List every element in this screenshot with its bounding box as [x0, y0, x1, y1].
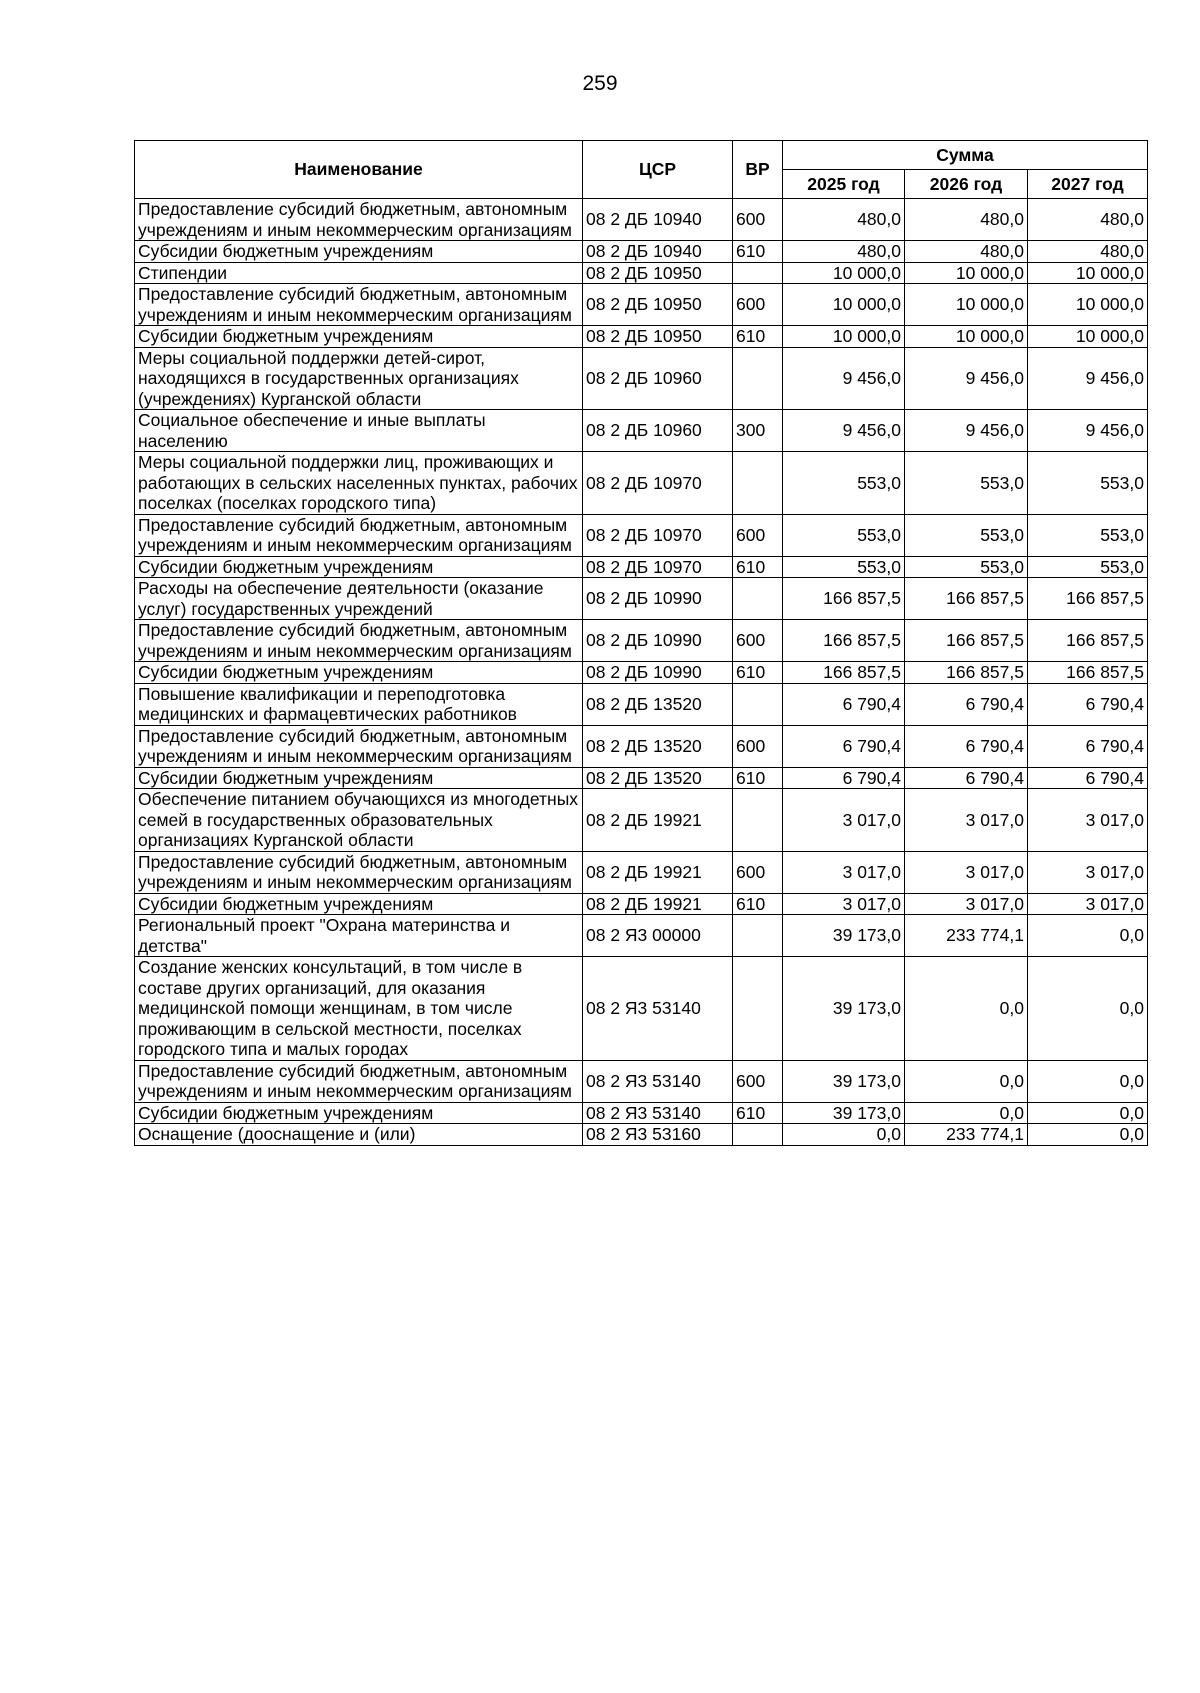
cell-vr — [733, 789, 783, 852]
table-row — [135, 683, 1148, 725]
cell-vr: 600 — [733, 851, 783, 893]
cell-name: Субсидии бюджетным учреждениям — [135, 1102, 583, 1124]
cell-2027: 9 456,0 — [1028, 347, 1148, 410]
cell-name: Субсидии бюджетным учреждениям — [135, 767, 583, 789]
header-year-2025: 2025 год — [783, 170, 905, 199]
cell-name: Предоставление субсидий бюджетным, автономным учреждениям и иным некоммерческим организациям — [135, 725, 583, 767]
cell-csr: 08 2 ДБ 10970 — [583, 514, 733, 556]
cell-2027: 3 017,0 — [1028, 893, 1148, 915]
cell-2025: 3 017,0 — [783, 893, 905, 915]
table-row — [135, 893, 1148, 915]
cell-2027: 3 017,0 — [1028, 851, 1148, 893]
header-year-2027: 2027 год — [1028, 170, 1148, 199]
cell-2025: 3 017,0 — [783, 789, 905, 852]
cell-vr: 600 — [733, 284, 783, 326]
cell-2026: 10 000,0 — [905, 284, 1028, 326]
cell-2026: 166 857,5 — [905, 662, 1028, 684]
cell-2025: 9 456,0 — [783, 410, 905, 452]
table-row — [135, 262, 1148, 284]
cell-2026: 6 790,4 — [905, 683, 1028, 725]
cell-csr: 08 2 ДБ 19921 — [583, 893, 733, 915]
cell-2025: 166 857,5 — [783, 620, 905, 662]
cell-csr: 08 2 Я3 00000 — [583, 915, 733, 957]
cell-vr — [733, 347, 783, 410]
cell-csr: 08 2 ДБ 10970 — [583, 556, 733, 578]
cell-2025: 553,0 — [783, 452, 905, 515]
cell-2025: 6 790,4 — [783, 767, 905, 789]
cell-csr: 08 2 ДБ 10960 — [583, 410, 733, 452]
cell-2027: 166 857,5 — [1028, 620, 1148, 662]
cell-csr: 08 2 ДБ 10950 — [583, 262, 733, 284]
table-row — [135, 789, 1148, 852]
cell-name: Региональный проект "Охрана материнства и детства" — [135, 915, 583, 957]
cell-name: Предоставление субсидий бюджетным, автономным учреждениям и иным некоммерческим организациям — [135, 620, 583, 662]
cell-2025: 166 857,5 — [783, 662, 905, 684]
cell-name: Предоставление субсидий бюджетным, автономным учреждениям и иным некоммерческим организациям — [135, 851, 583, 893]
cell-2027: 3 017,0 — [1028, 789, 1148, 852]
cell-vr — [733, 683, 783, 725]
cell-2026: 3 017,0 — [905, 893, 1028, 915]
table-row — [135, 620, 1148, 662]
cell-2027: 553,0 — [1028, 556, 1148, 578]
cell-vr: 610 — [733, 662, 783, 684]
cell-vr — [733, 452, 783, 515]
table-row — [135, 662, 1148, 684]
cell-name: Субсидии бюджетным учреждениям — [135, 556, 583, 578]
cell-2027: 553,0 — [1028, 514, 1148, 556]
cell-name: Меры социальной поддержки детей-сирот, находящихся в государственных организациях (учреждениях) Курганской области — [135, 347, 583, 410]
cell-csr: 08 2 Я3 53140 — [583, 1102, 733, 1124]
cell-vr: 610 — [733, 893, 783, 915]
cell-name: Предоставление субсидий бюджетным, автономным учреждениям и иным некоммерческим организациям — [135, 1060, 583, 1102]
cell-name: Субсидии бюджетным учреждениям — [135, 893, 583, 915]
cell-vr — [733, 262, 783, 284]
cell-vr: 600 — [733, 514, 783, 556]
cell-2027: 553,0 — [1028, 452, 1148, 515]
cell-2027: 10 000,0 — [1028, 262, 1148, 284]
cell-2026: 9 456,0 — [905, 347, 1028, 410]
cell-2026: 6 790,4 — [905, 767, 1028, 789]
table-row — [135, 556, 1148, 578]
table-row — [135, 851, 1148, 893]
table-row — [135, 326, 1148, 348]
cell-2026: 553,0 — [905, 514, 1028, 556]
cell-2026: 6 790,4 — [905, 725, 1028, 767]
table-row — [135, 1124, 1148, 1146]
cell-csr: 08 2 ДБ 10950 — [583, 284, 733, 326]
cell-vr: 600 — [733, 199, 783, 241]
cell-name: Предоставление субсидий бюджетным, автономным учреждениям и иным некоммерческим организациям — [135, 284, 583, 326]
cell-2025: 10 000,0 — [783, 326, 905, 348]
table-row — [135, 514, 1148, 556]
cell-name: Обеспечение питанием обучающихся из многодетных семей в государственных образовательных организациях Курганской области — [135, 789, 583, 852]
cell-name: Предоставление субсидий бюджетным, автономным учреждениям и иным некоммерческим организациям — [135, 199, 583, 241]
cell-2025: 166 857,5 — [783, 578, 905, 620]
table-row — [135, 767, 1148, 789]
cell-vr — [733, 957, 783, 1061]
cell-vr: 300 — [733, 410, 783, 452]
table-row — [135, 241, 1148, 263]
cell-2025: 553,0 — [783, 556, 905, 578]
cell-2025: 39 173,0 — [783, 915, 905, 957]
cell-2026: 3 017,0 — [905, 851, 1028, 893]
cell-csr: 08 2 Я3 53160 — [583, 1124, 733, 1146]
table-row — [135, 578, 1148, 620]
cell-2027: 6 790,4 — [1028, 725, 1148, 767]
cell-2027: 6 790,4 — [1028, 767, 1148, 789]
cell-csr: 08 2 ДБ 10940 — [583, 199, 733, 241]
cell-csr: 08 2 ДБ 10990 — [583, 620, 733, 662]
cell-2027: 0,0 — [1028, 1060, 1148, 1102]
cell-2026: 3 017,0 — [905, 789, 1028, 852]
budget-table — [134, 140, 1148, 1146]
cell-2025: 39 173,0 — [783, 1102, 905, 1124]
table-header — [135, 141, 1148, 199]
cell-csr: 08 2 ДБ 13520 — [583, 767, 733, 789]
cell-csr: 08 2 ДБ 10970 — [583, 452, 733, 515]
cell-2025: 0,0 — [783, 1124, 905, 1146]
cell-2026: 233 774,1 — [905, 915, 1028, 957]
cell-2027: 166 857,5 — [1028, 662, 1148, 684]
cell-vr: 610 — [733, 767, 783, 789]
cell-2026: 10 000,0 — [905, 326, 1028, 348]
cell-name: Субсидии бюджетным учреждениям — [135, 241, 583, 263]
header-sum: Сумма — [783, 141, 1148, 170]
cell-2027: 9 456,0 — [1028, 410, 1148, 452]
cell-name: Повышение квалификации и переподготовка медицинских и фармацевтических работников — [135, 683, 583, 725]
cell-name: Предоставление субсидий бюджетным, автономным учреждениям и иным некоммерческим организациям — [135, 514, 583, 556]
cell-csr: 08 2 ДБ 10990 — [583, 662, 733, 684]
cell-2027: 0,0 — [1028, 957, 1148, 1061]
cell-vr: 600 — [733, 725, 783, 767]
cell-vr — [733, 578, 783, 620]
cell-2025: 6 790,4 — [783, 683, 905, 725]
cell-2026: 0,0 — [905, 1060, 1028, 1102]
cell-name: Субсидии бюджетным учреждениям — [135, 662, 583, 684]
cell-2025: 10 000,0 — [783, 262, 905, 284]
header-vr: ВР — [733, 141, 783, 199]
cell-csr: 08 2 ДБ 10940 — [583, 241, 733, 263]
cell-csr: 08 2 ДБ 19921 — [583, 851, 733, 893]
cell-vr: 600 — [733, 1060, 783, 1102]
cell-2025: 3 017,0 — [783, 851, 905, 893]
cell-2026: 10 000,0 — [905, 262, 1028, 284]
cell-2025: 39 173,0 — [783, 1060, 905, 1102]
cell-2025: 6 790,4 — [783, 725, 905, 767]
cell-vr: 610 — [733, 556, 783, 578]
cell-2027: 0,0 — [1028, 1124, 1148, 1146]
cell-2027: 10 000,0 — [1028, 284, 1148, 326]
cell-2025: 39 173,0 — [783, 957, 905, 1061]
cell-2026: 480,0 — [905, 241, 1028, 263]
cell-name: Субсидии бюджетным учреждениям — [135, 326, 583, 348]
table-row — [135, 284, 1148, 326]
table-row — [135, 1102, 1148, 1124]
cell-2025: 9 456,0 — [783, 347, 905, 410]
table-row — [135, 725, 1148, 767]
cell-vr — [733, 1124, 783, 1146]
header-year-2026: 2026 год — [905, 170, 1028, 199]
cell-name: Создание женских консультаций, в том числе в составе других организаций, для оказания медицинской помощи женщинам, в том числе проживающим в сельской местности, поселках городского типа и малых городах — [135, 957, 583, 1061]
header-name: Наименование — [135, 141, 583, 199]
cell-2026: 553,0 — [905, 556, 1028, 578]
cell-2027: 0,0 — [1028, 915, 1148, 957]
cell-2026: 166 857,5 — [905, 620, 1028, 662]
cell-name: Социальное обеспечение и иные выплаты населению — [135, 410, 583, 452]
cell-2025: 480,0 — [783, 199, 905, 241]
table-row — [135, 410, 1148, 452]
cell-csr: 08 2 ДБ 10950 — [583, 326, 733, 348]
cell-2027: 166 857,5 — [1028, 578, 1148, 620]
cell-name: Расходы на обеспечение деятельности (оказание услуг) государственных учреждений — [135, 578, 583, 620]
cell-2026: 233 774,1 — [905, 1124, 1028, 1146]
cell-csr: 08 2 Я3 53140 — [583, 957, 733, 1061]
cell-csr: 08 2 ДБ 13520 — [583, 725, 733, 767]
cell-vr: 600 — [733, 620, 783, 662]
page-number: 259 — [582, 72, 618, 95]
cell-2027: 0,0 — [1028, 1102, 1148, 1124]
cell-csr: 08 2 ДБ 19921 — [583, 789, 733, 852]
cell-2026: 0,0 — [905, 1102, 1028, 1124]
cell-2027: 480,0 — [1028, 241, 1148, 263]
cell-vr: 610 — [733, 326, 783, 348]
cell-2027: 10 000,0 — [1028, 326, 1148, 348]
cell-2026: 9 456,0 — [905, 410, 1028, 452]
table-row — [135, 347, 1148, 410]
header-csr: ЦСР — [583, 141, 733, 199]
cell-csr: 08 2 ДБ 13520 — [583, 683, 733, 725]
table-row — [135, 957, 1148, 1061]
cell-2027: 6 790,4 — [1028, 683, 1148, 725]
table-row — [135, 452, 1148, 515]
table-body — [135, 199, 1148, 1146]
cell-2026: 480,0 — [905, 199, 1028, 241]
cell-2025: 480,0 — [783, 241, 905, 263]
cell-csr: 08 2 Я3 53140 — [583, 1060, 733, 1102]
table-row — [135, 1060, 1148, 1102]
table-row — [135, 915, 1148, 957]
cell-2027: 480,0 — [1028, 199, 1148, 241]
cell-2026: 0,0 — [905, 957, 1028, 1061]
cell-2025: 553,0 — [783, 514, 905, 556]
cell-vr — [733, 915, 783, 957]
cell-2025: 10 000,0 — [783, 284, 905, 326]
cell-name: Стипендии — [135, 262, 583, 284]
table-row — [135, 199, 1148, 241]
cell-csr: 08 2 ДБ 10960 — [583, 347, 733, 410]
cell-vr: 610 — [733, 241, 783, 263]
cell-vr: 610 — [733, 1102, 783, 1124]
cell-name: Оснащение (дооснащение и (или) — [135, 1124, 583, 1146]
cell-csr: 08 2 ДБ 10990 — [583, 578, 733, 620]
cell-2026: 166 857,5 — [905, 578, 1028, 620]
cell-2026: 553,0 — [905, 452, 1028, 515]
cell-name: Меры социальной поддержки лиц, проживающих и работающих в сельских населенных пунктах, рабочих поселках (поселках городского типа) — [135, 452, 583, 515]
